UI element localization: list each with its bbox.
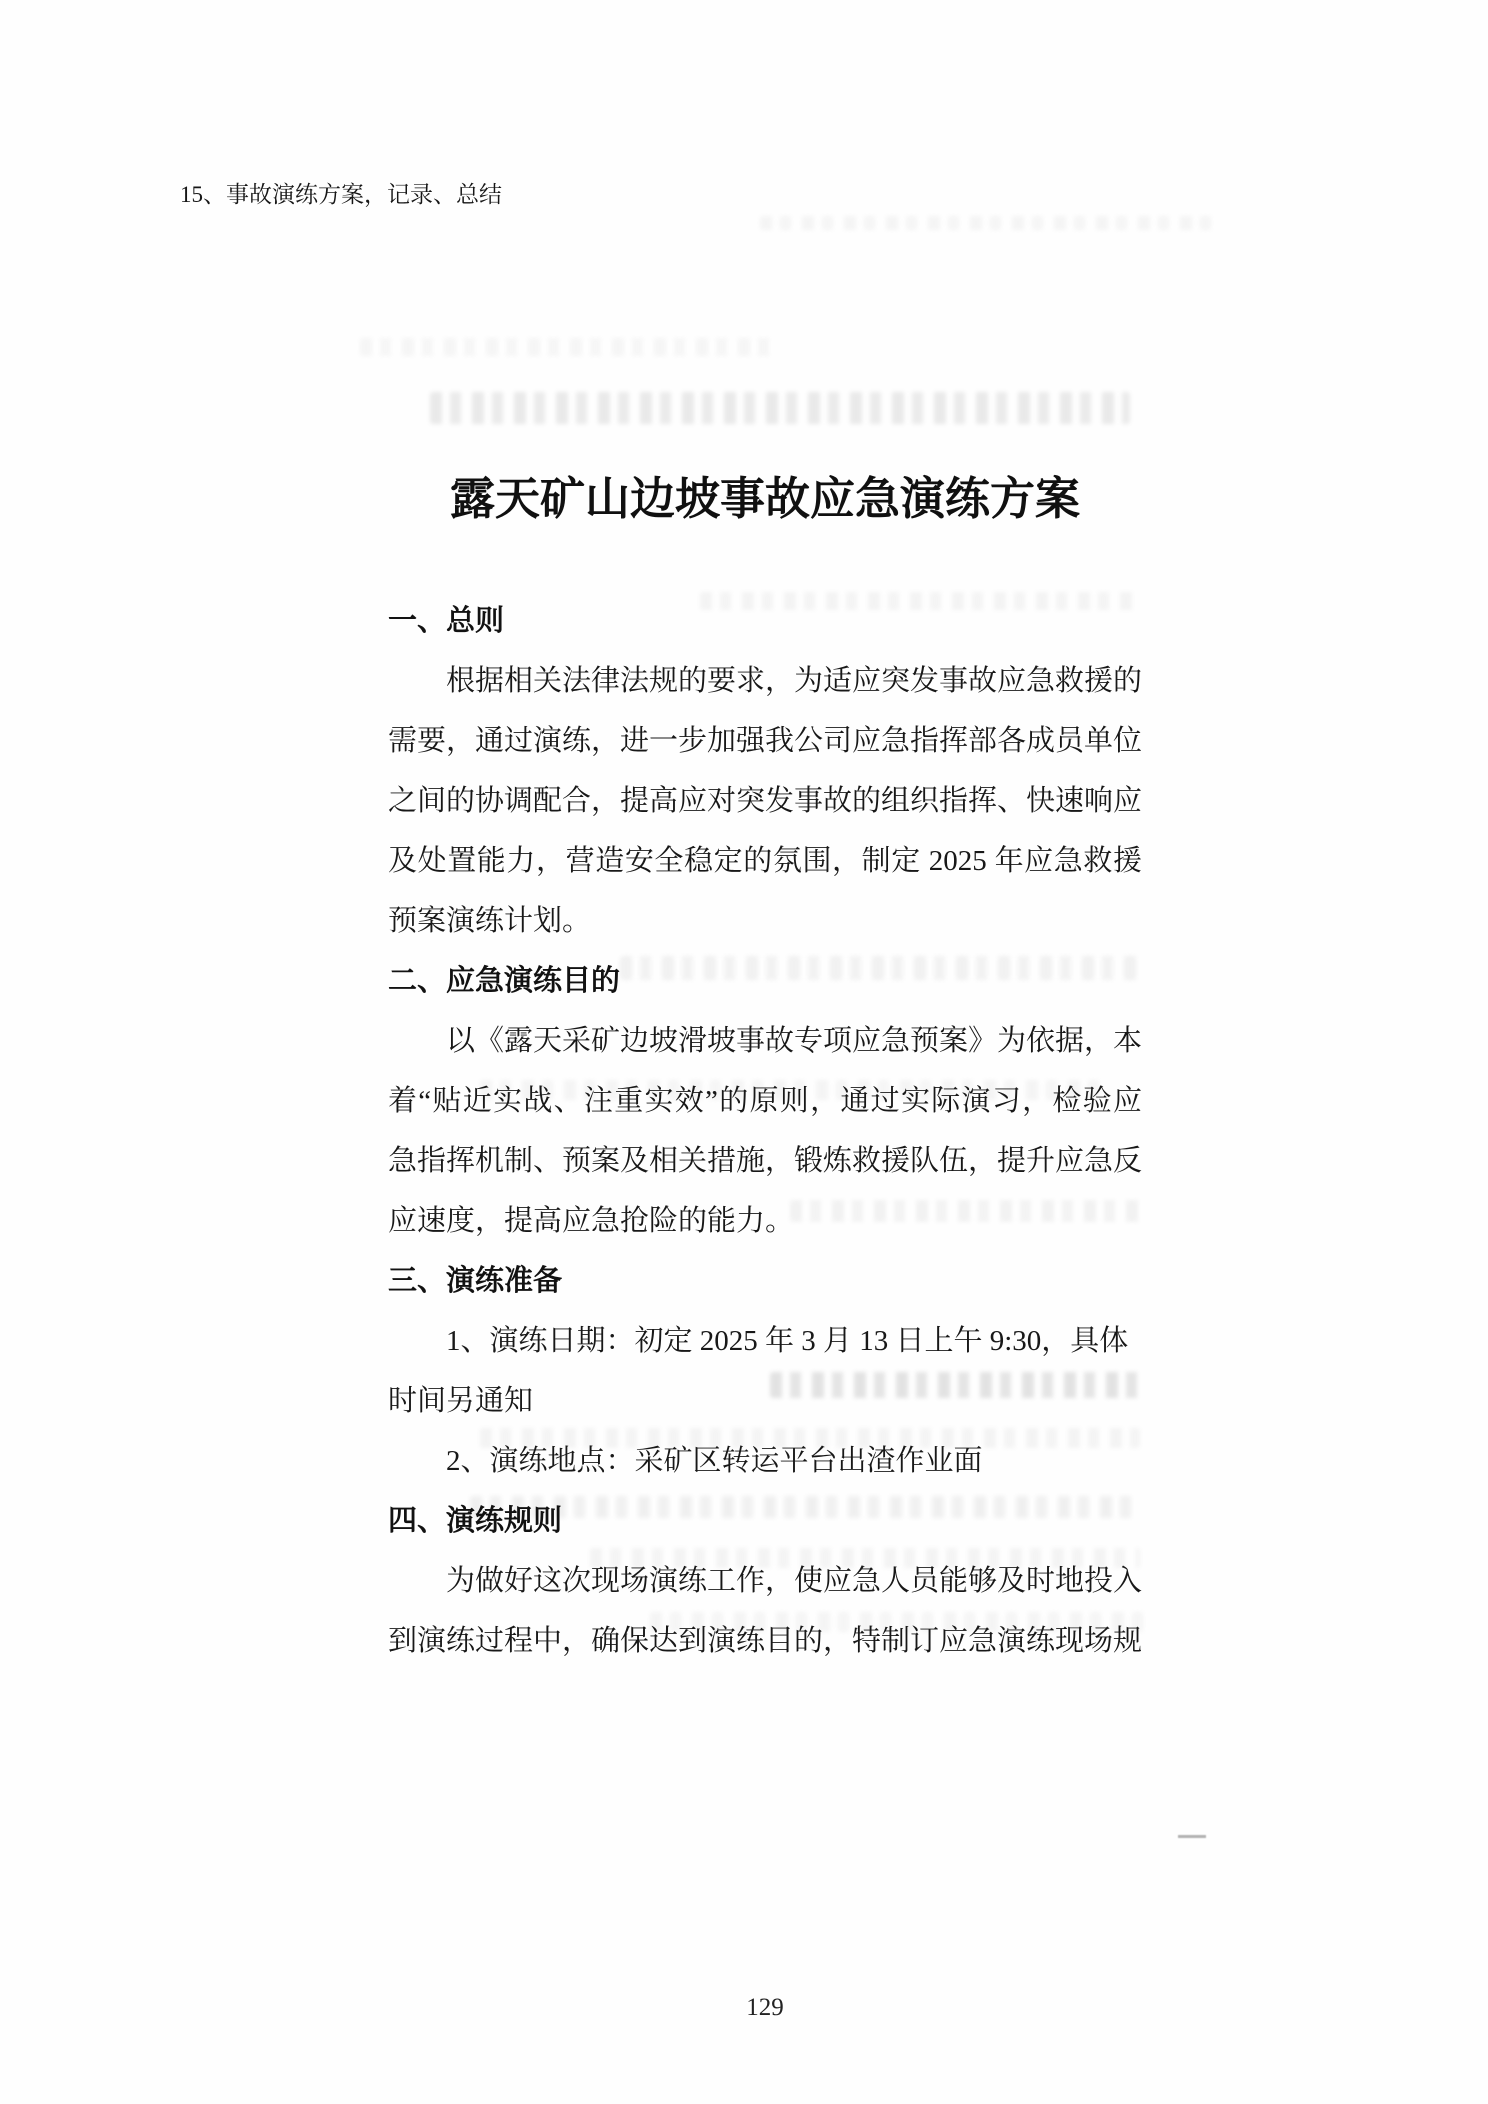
- body-line: 预案演练计划。: [388, 905, 592, 937]
- body-line: 到演练过程中，确保达到演练目的，特制订应急演练现场规: [388, 1625, 1143, 1657]
- section-heading-1: 一、总则: [388, 605, 505, 637]
- body-line: 根据相关法律法规的要求，为适应突发事故应急救援的: [446, 665, 1143, 697]
- body-line: 时间另通知: [388, 1385, 534, 1417]
- section-heading-2: 二、应急演练目的: [388, 965, 621, 997]
- body-line: 应速度，提高应急抢险的能力。: [388, 1205, 795, 1237]
- body-line: 2、演练地点：采矿区转运平台出渣作业面: [446, 1445, 983, 1477]
- section-heading-3: 三、演练准备: [388, 1265, 563, 1297]
- document-header: 15、事故演练方案，记录、总结: [180, 182, 502, 207]
- body-line: 及处置能力，营造安全稳定的氛围，制定 2025 年应急救援: [388, 845, 1142, 877]
- page-number: 129: [746, 1994, 784, 2021]
- scan-dash-artifact: [1178, 1835, 1206, 1838]
- section-heading-4: 四、演练规则: [388, 1505, 563, 1537]
- body-line: 之间的协调配合，提高应对突发事故的组织指挥、快速响应: [388, 785, 1143, 817]
- body-line: 急指挥机制、预案及相关措施，锻炼救援队伍，提升应急反: [388, 1145, 1143, 1177]
- body-line: 着“贴近实战、注重实效”的原则，通过实际演习，检验应: [388, 1085, 1142, 1117]
- body-line: 1、演练日期：初定 2025 年 3 月 13 日上午 9:30，具体: [446, 1325, 1129, 1357]
- document-title: 露天矿山边坡事故应急演练方案: [449, 474, 1080, 524]
- body-line: 需要，通过演练，进一步加强我公司应急指挥部各成员单位: [388, 725, 1143, 757]
- body-line: 以《露天采矿边坡滑坡事故专项应急预案》为依据，本: [446, 1025, 1143, 1057]
- bleedthrough-artifact: [360, 338, 780, 356]
- body-line: 为做好这次现场演练工作，使应急人员能够及时地投入: [446, 1565, 1143, 1597]
- bleedthrough-artifact: [760, 216, 1220, 230]
- bleedthrough-artifact: [430, 392, 1130, 424]
